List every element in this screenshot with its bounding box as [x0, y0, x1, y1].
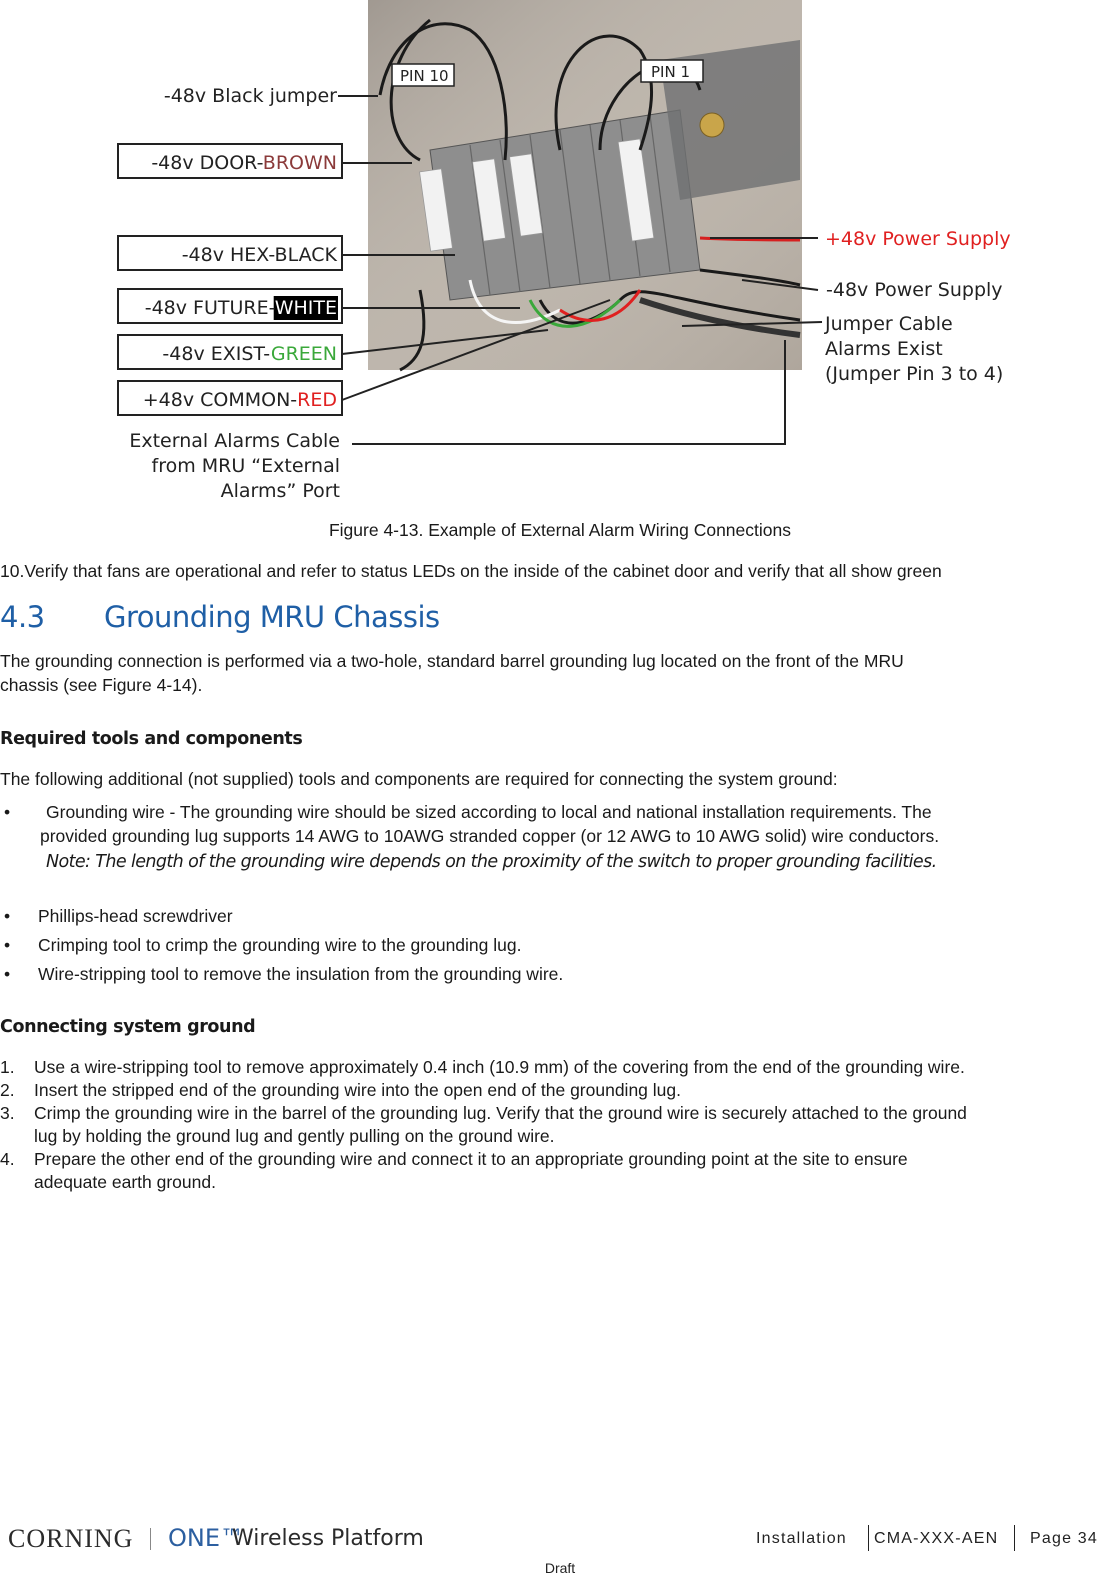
bullet-text: Phillips-head screwdriver [38, 906, 233, 926]
footer-section: Installation [756, 1530, 847, 1547]
page-footer [0, 1520, 1120, 1575]
pin10-label: PIN 10 [400, 67, 449, 85]
pos-power-supply-label: +48v Power Supply [825, 228, 1011, 250]
footer-divider [868, 1525, 869, 1551]
tools-heading: Required tools and components [0, 729, 303, 749]
logo-separator [150, 1528, 151, 1550]
wire-label-text: -48v FUTURE-WHITE [144, 297, 337, 319]
step-number: 4. [0, 1149, 15, 1169]
svg-text:(Jumper Pin 3 to 4): (Jumper Pin 3 to 4) [825, 363, 1004, 385]
figure-caption: Figure 4-13. Example of External Alarm Wiring Connections [328, 520, 791, 540]
footer-divider [1014, 1525, 1015, 1551]
svg-text:External Alarms Cable: External Alarms Cable [129, 430, 340, 452]
external-alarms-cable-label [129, 430, 340, 502]
bullet-text: Wire-stripping tool to remove the insulation from the grounding wire. [38, 964, 564, 984]
wire-label-text: -48v EXIST-GREEN [162, 343, 337, 365]
step-text: Insert the stripped end of the grounding wire into the open end of the grounding lug. [34, 1080, 681, 1100]
wire-label-text: -48v HEX-BLACK [181, 244, 337, 266]
bullet-text: Grounding wire - The grounding wire should be sized according to local and national installation requirements. The [46, 802, 932, 822]
bullet-dot: • [4, 802, 11, 822]
step-text: Crimp the grounding wire in the barrel of the grounding lug. Verify that the ground wire is securely attached to the ground [34, 1103, 967, 1123]
wire-label-text: +48v COMMON-RED [142, 389, 337, 411]
wire-label-1 [118, 144, 412, 178]
bullet-grounding-wire-cont: provided grounding lug supports 14 AWG to 10AWG stranded copper (or 12 AWG to 10 AWG solid) wire conductors. [40, 826, 940, 846]
step-number: 1. [0, 1057, 15, 1077]
section-heading [0, 600, 440, 634]
wire-color-word: BROWN [262, 152, 337, 174]
wire-color-word: RED [297, 389, 337, 411]
step-text: Prepare the other end of the grounding wire and connect it to an appropriate grounding point at the site to ensure [34, 1149, 908, 1169]
wire-label-0 [164, 85, 378, 107]
wiring-figure [0, 0, 1120, 508]
one-logo: ONE™ [168, 1524, 245, 1552]
section-number: 4.3 [0, 600, 45, 634]
draft-watermark: Draft [544, 1560, 576, 1576]
neg-power-supply-label: -48v Power Supply [826, 279, 1003, 301]
footer-doc-number: CMA-XXX-AEN [874, 1530, 999, 1547]
wire-label-text: -48v DOOR-BROWN [151, 152, 337, 174]
intro-line-2: chassis (see Figure 4-14). [0, 675, 203, 695]
connect-heading: Connecting system ground [0, 1017, 256, 1037]
step-number: 3. [0, 1103, 15, 1123]
svg-text:Alarms Exist: Alarms Exist [825, 338, 943, 360]
wire-label-text: -48v Black jumper [163, 85, 337, 107]
wire-color-word: GREEN [270, 343, 337, 365]
step-number: 2. [0, 1080, 15, 1100]
corning-logo: CORNING [8, 1524, 134, 1553]
step-10: 10.Verify that fans are operational and refer to status LEDs on the inside of the cabinet door and verify that all show green [0, 561, 942, 581]
bullet-dot: • [4, 964, 11, 984]
grounding-note: Note: The length of the grounding wire depends on the proximity of the switch to proper grounding facilities. [46, 852, 937, 872]
step-text: Use a wire-stripping tool to remove approximately 0.4 inch (10.9 mm) of the covering from the end of the grounding wire. [34, 1057, 965, 1077]
intro-line-1: The grounding connection is performed via a two-hole, standard barrel grounding lug located on the front of the MRU [0, 651, 904, 671]
pin1-label: PIN 1 [651, 63, 691, 81]
tools-intro: The following additional (not supplied) tools and components are required for connecting the system ground: [0, 769, 838, 789]
bullet-text: Crimping tool to crimp the grounding wire to the grounding lug. [38, 935, 522, 955]
footer-page-number: Page 34 [1030, 1530, 1099, 1547]
svg-text:Jumper Cable: Jumper Cable [825, 313, 953, 335]
svg-text:Alarms” Port: Alarms” Port [220, 480, 340, 502]
step-text: adequate earth ground. [34, 1172, 216, 1192]
section-title: Grounding MRU Chassis [104, 600, 440, 634]
bullet-dot: • [4, 935, 11, 955]
wire-color-word: WHITE [274, 297, 337, 319]
jumper-cable-label [824, 313, 1003, 385]
bullet-dot: • [4, 906, 11, 926]
platform-logo-text: Wireless Platform [232, 1526, 424, 1551]
svg-text:from MRU “External: from MRU “External [151, 455, 340, 477]
step-text: lug by holding the ground lug and gently pulling on the ground wire. [34, 1126, 555, 1146]
